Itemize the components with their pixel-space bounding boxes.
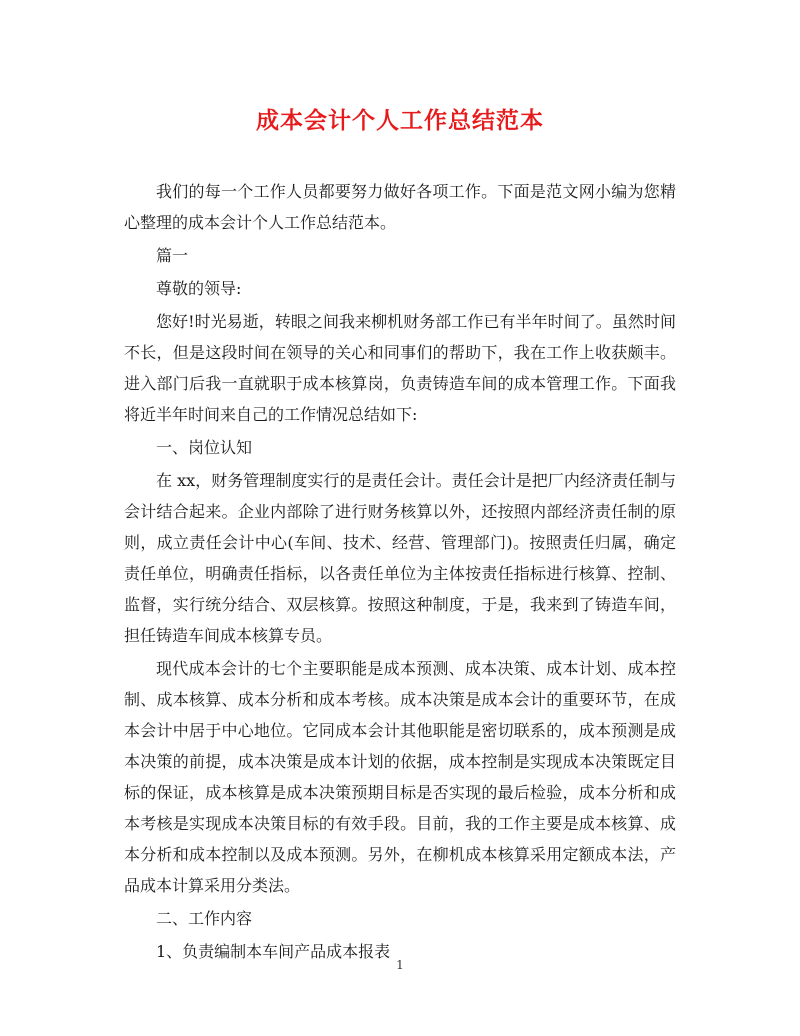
paragraph-work-item-1: 1、负责编制本车间产品成本报表	[156, 942, 391, 961]
heading-work-content: 二、工作内容	[156, 909, 253, 928]
paragraph-greeting: 您好!时光易逝，转眼之间我来柳机财务部工作已有半年时间了。虽然时间不长，但是这段时间在领导的关心和同事们的帮助下，我在工作上收获颇丰。进入部门后我一直就职于成本核算岗，负责铸造车间的成本管理工作。下面我将近半年时间来自己的工作情况总结如下:	[124, 312, 676, 424]
page-number: 1	[396, 958, 404, 972]
document-body	[124, 176, 676, 969]
heading-position-awareness: 一、岗位认知	[156, 438, 253, 457]
paragraph-intro: 我们的每一个工作人员都要努力做好各项工作。下面是范文网小编为您精心整理的成本会计个人工作总结范本。	[124, 182, 676, 232]
paragraph-responsibility-accounting: 在 xx，财务管理制度实行的是责任会计。责任会计是把厂内经济责任制与会计结合起来。企业内部除了进行财务核算以外，还按照内部经济责任制的原则，成立责任会计中心(车间、技术、经营、管理部门)。按照责任归属，确定责任单位，明确责任指标，以各责任单位为主体按责任指标进行核算、控制、监督，实行统分结合、双层核算。按照这种制度，于是，我来到了铸造车间，担任铸造车间成本核算专员。	[124, 471, 676, 645]
document-title: 成本会计个人工作总结范本	[256, 107, 544, 134]
paragraph-cost-accounting-functions: 现代成本会计的七个主要职能是成本预测、成本决策、成本计划、成本控制、成本核算、成本分析和成本考核。成本决策是成本会计的重要环节，在成本会计中居于中心地位。它同成本会计其他职能是密切联系的，成本预测是成本决策的前提，成本决策是成本计划的依据，成本控制是实现成本决策既定目标的保证，成本核算是成本决策预期目标是否实现的最后检验，成本分析和成本考核是实现成本决策目标的有效手段。目前，我的工作主要是成本核算、成本分析和成本控制以及成本预测。另外，在柳机成本核算采用定额成本法，产品成本计算采用分类法。	[124, 659, 676, 895]
paragraph-section-label: 篇一	[156, 246, 189, 265]
paragraph-salutation: 尊敬的领导:	[156, 279, 242, 298]
